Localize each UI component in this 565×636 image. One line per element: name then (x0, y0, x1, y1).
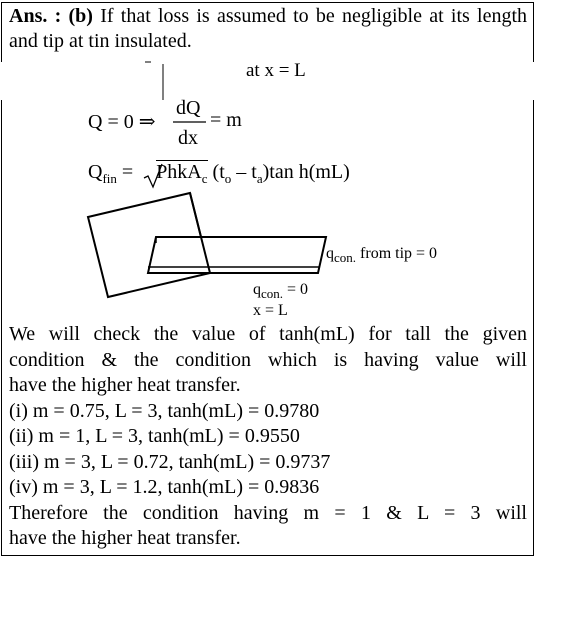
fraction-rhs: = m (210, 109, 242, 131)
bottom-label (253, 281, 308, 299)
radicand-text: PhkA (156, 161, 202, 183)
answer-prefix: Ans. : (b) (9, 5, 93, 27)
qfin-equation (88, 161, 350, 184)
bottom-q-subscript: con. (261, 286, 284, 301)
radicand-subscript: c (201, 171, 208, 186)
body-line-2: condition & the condition which is having value will (9, 348, 527, 371)
item-2: (ii) m = 1, L = 3, tanh(mL) = 0.9550 (9, 425, 300, 447)
fraction-denominator: dx (178, 127, 198, 149)
qfin-symbol: Q (88, 161, 103, 183)
tanh-term: )tan h(mL) (262, 161, 350, 183)
temp-minus: – t (231, 161, 257, 183)
qfin-subscript: fin (102, 171, 117, 186)
temp-open: (t (212, 161, 225, 183)
fin-diagram (80, 185, 350, 310)
bottom-rest: = 0 (287, 281, 309, 298)
q-zero-lhs: Q = 0 ⇒ (88, 111, 156, 133)
fraction-bar (172, 121, 208, 125)
tip-q: q (326, 245, 334, 262)
to-subscript: o (224, 171, 232, 186)
body-line-3: have the higher heat transfer. (9, 374, 241, 396)
body-line-1: We will check the value of tanh(mL) for tall the given (9, 323, 527, 345)
item-4: (iv) m = 3, L = 1.2, tanh(mL) = 0.9836 (9, 476, 320, 498)
answer-intro: If that loss is assumed to be negligible at its length and tip at tin insulated. (9, 5, 528, 52)
tip-rest: from tip = 0 (360, 245, 438, 262)
explanation (9, 322, 527, 552)
ta-subscript: a (256, 171, 263, 186)
item-3: (iii) m = 3, L = 0.72, tanh(mL) = 0.9737 (9, 450, 331, 473)
conclusion-line-2: have the higher heat transfer. (9, 527, 241, 549)
tip-q-subscript: con. (334, 250, 357, 265)
fraction-numerator: dQ (176, 97, 201, 119)
tip-label (326, 245, 437, 263)
top-fragment: at x = L (246, 60, 306, 81)
conclusion-line-1: Therefore the condition having m = 1 & L = 3 will (9, 501, 527, 524)
bottom-q: q (253, 281, 261, 298)
qfin-equals: = (121, 161, 134, 183)
x-equals-l-label: x = L (253, 302, 288, 319)
item-1: (i) m = 0.75, L = 3, tanh(mL) = 0.9780 (9, 399, 320, 422)
